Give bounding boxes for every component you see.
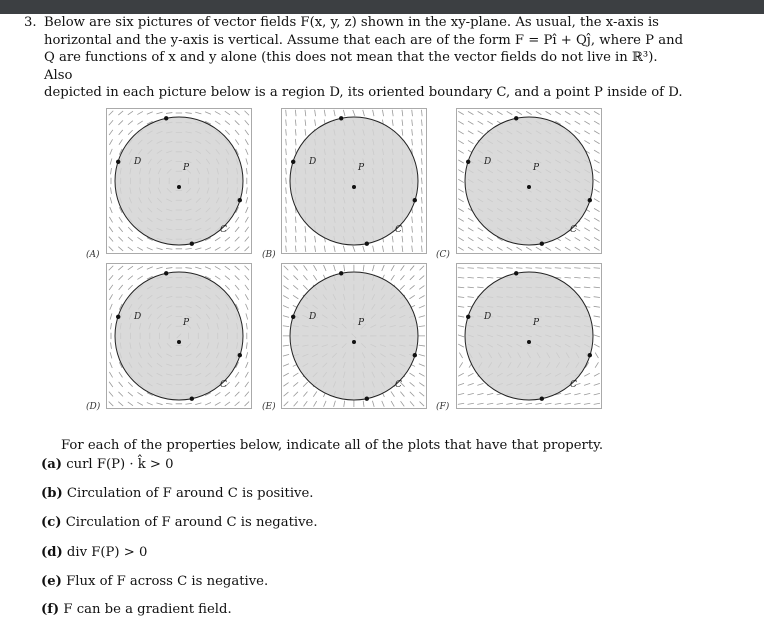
orientation-arrowhead bbox=[413, 198, 417, 202]
orientation-arrowhead bbox=[190, 242, 194, 246]
problem-line-1: Below are six pictures of vector fields F(x, y, z) shown in the xy-plane. As usual, the x-axis is bbox=[44, 14, 684, 32]
orientation-arrowhead bbox=[514, 116, 518, 120]
field-arrow bbox=[497, 268, 503, 269]
property-letter: (d) bbox=[41, 545, 63, 560]
curve-label: C bbox=[570, 380, 577, 390]
orientation-arrowhead bbox=[514, 271, 518, 275]
curve-label: C bbox=[220, 380, 227, 390]
orientation-arrowhead bbox=[540, 242, 544, 246]
problem-line-4: depicted in each picture below is a region D, its oriented boundary C, and a point P inside of D. bbox=[44, 84, 684, 102]
field-arrow bbox=[584, 268, 590, 269]
vector-field-plot bbox=[106, 108, 252, 254]
field-arrow bbox=[545, 268, 551, 269]
property-a bbox=[41, 457, 174, 472]
problem-line-2: horizontal and the y-axis is vertical. Assume that each are of the form F = Pî + Qĵ, where P and bbox=[44, 32, 684, 50]
region-label: D bbox=[308, 312, 316, 322]
point-label: P bbox=[532, 318, 540, 328]
field-arrow bbox=[574, 268, 580, 269]
field-arrow bbox=[535, 268, 541, 269]
curve-label: C bbox=[220, 225, 227, 235]
point-p bbox=[527, 185, 531, 189]
panel-label-f: (F) bbox=[436, 402, 449, 412]
panel-a bbox=[106, 108, 252, 254]
property-letter: (c) bbox=[41, 515, 62, 530]
orientation-arrowhead bbox=[116, 160, 120, 164]
orientation-arrowhead bbox=[238, 198, 242, 202]
panel-label-d: (D) bbox=[86, 402, 100, 412]
property-f bbox=[41, 602, 232, 617]
orientation-arrowhead bbox=[540, 397, 544, 401]
region-label: D bbox=[483, 312, 491, 322]
orientation-arrowhead bbox=[339, 116, 343, 120]
orientation-arrowhead bbox=[164, 271, 168, 275]
panel-label-a: (A) bbox=[86, 250, 100, 260]
curve-label: C bbox=[395, 225, 402, 235]
property-e bbox=[41, 574, 268, 589]
vector-field-pictures bbox=[86, 108, 606, 416]
property-letter: (b) bbox=[41, 486, 63, 501]
property-text: Flux of F across C is negative. bbox=[66, 574, 268, 589]
orientation-arrowhead bbox=[588, 353, 592, 357]
property-text: div F(P) > 0 bbox=[67, 545, 147, 560]
field-arrow bbox=[555, 268, 561, 269]
property-text: F can be a gradient field. bbox=[63, 602, 231, 617]
field-arrow bbox=[468, 268, 474, 269]
orientation-arrowhead bbox=[116, 315, 120, 319]
property-letter: (f) bbox=[41, 602, 59, 617]
panel-f bbox=[456, 263, 602, 409]
curve-label: C bbox=[570, 225, 577, 235]
vector-field-plot bbox=[456, 263, 602, 409]
panel-label-c: (C) bbox=[436, 250, 450, 260]
property-letter: (a) bbox=[41, 457, 62, 472]
orientation-arrowhead bbox=[413, 353, 417, 357]
curve-label: C bbox=[395, 380, 402, 390]
orientation-arrowhead bbox=[339, 271, 343, 275]
panel-label-e: (E) bbox=[262, 402, 276, 412]
top-bar bbox=[0, 0, 764, 14]
region-label: D bbox=[308, 157, 316, 167]
field-arrow bbox=[477, 268, 483, 269]
field-arrow bbox=[526, 268, 532, 269]
field-arrow bbox=[506, 268, 512, 269]
point-p bbox=[352, 340, 356, 344]
point-p bbox=[352, 185, 356, 189]
panel-b bbox=[281, 108, 427, 254]
vector-field-plot bbox=[106, 263, 252, 409]
orientation-arrowhead bbox=[365, 397, 369, 401]
property-text: curl F(P) · k̂ > 0 bbox=[66, 457, 173, 472]
point-label: P bbox=[532, 163, 540, 173]
orientation-arrowhead bbox=[588, 198, 592, 202]
orientation-arrowhead bbox=[238, 353, 242, 357]
orientation-arrowhead bbox=[466, 160, 470, 164]
field-arrow bbox=[565, 268, 571, 269]
property-b bbox=[41, 486, 314, 501]
vector-field-plot bbox=[281, 108, 427, 254]
point-label: P bbox=[357, 318, 365, 328]
panel-e bbox=[281, 263, 427, 409]
panel-c bbox=[456, 108, 602, 254]
region-label: D bbox=[133, 312, 141, 322]
orientation-arrowhead bbox=[291, 160, 295, 164]
region-label: D bbox=[483, 157, 491, 167]
problem-number: 3. bbox=[24, 14, 37, 32]
panel-d bbox=[106, 263, 252, 409]
problem-line-3: Q are functions of x and y alone (this does not mean that the vector fields do not live in ℝ³). Also bbox=[44, 49, 684, 84]
point-label: P bbox=[182, 163, 190, 173]
orientation-arrowhead bbox=[190, 397, 194, 401]
point-label: P bbox=[357, 163, 365, 173]
field-arrow bbox=[487, 268, 493, 269]
orientation-arrowhead bbox=[164, 116, 168, 120]
point-p bbox=[177, 340, 181, 344]
orientation-arrowhead bbox=[291, 315, 295, 319]
property-text: Circulation of F around C is positive. bbox=[67, 486, 314, 501]
property-d bbox=[41, 545, 147, 560]
field-arrow bbox=[458, 268, 464, 269]
property-c bbox=[41, 515, 318, 530]
point-label: P bbox=[182, 318, 190, 328]
property-letter: (e) bbox=[41, 574, 62, 589]
point-p bbox=[527, 340, 531, 344]
field-arrow bbox=[594, 268, 600, 269]
property-text: Circulation of F around C is negative. bbox=[66, 515, 318, 530]
point-p bbox=[177, 185, 181, 189]
panel-label-b: (B) bbox=[262, 250, 276, 260]
field-arrow bbox=[516, 268, 522, 269]
problem-statement bbox=[24, 14, 684, 102]
orientation-arrowhead bbox=[466, 315, 470, 319]
orientation-arrowhead bbox=[365, 242, 369, 246]
vector-field-plot bbox=[281, 263, 427, 409]
vector-field-plot bbox=[456, 108, 602, 254]
region-label: D bbox=[133, 157, 141, 167]
instructions: For each of the properties below, indicate all of the plots that have that property. bbox=[61, 438, 603, 453]
